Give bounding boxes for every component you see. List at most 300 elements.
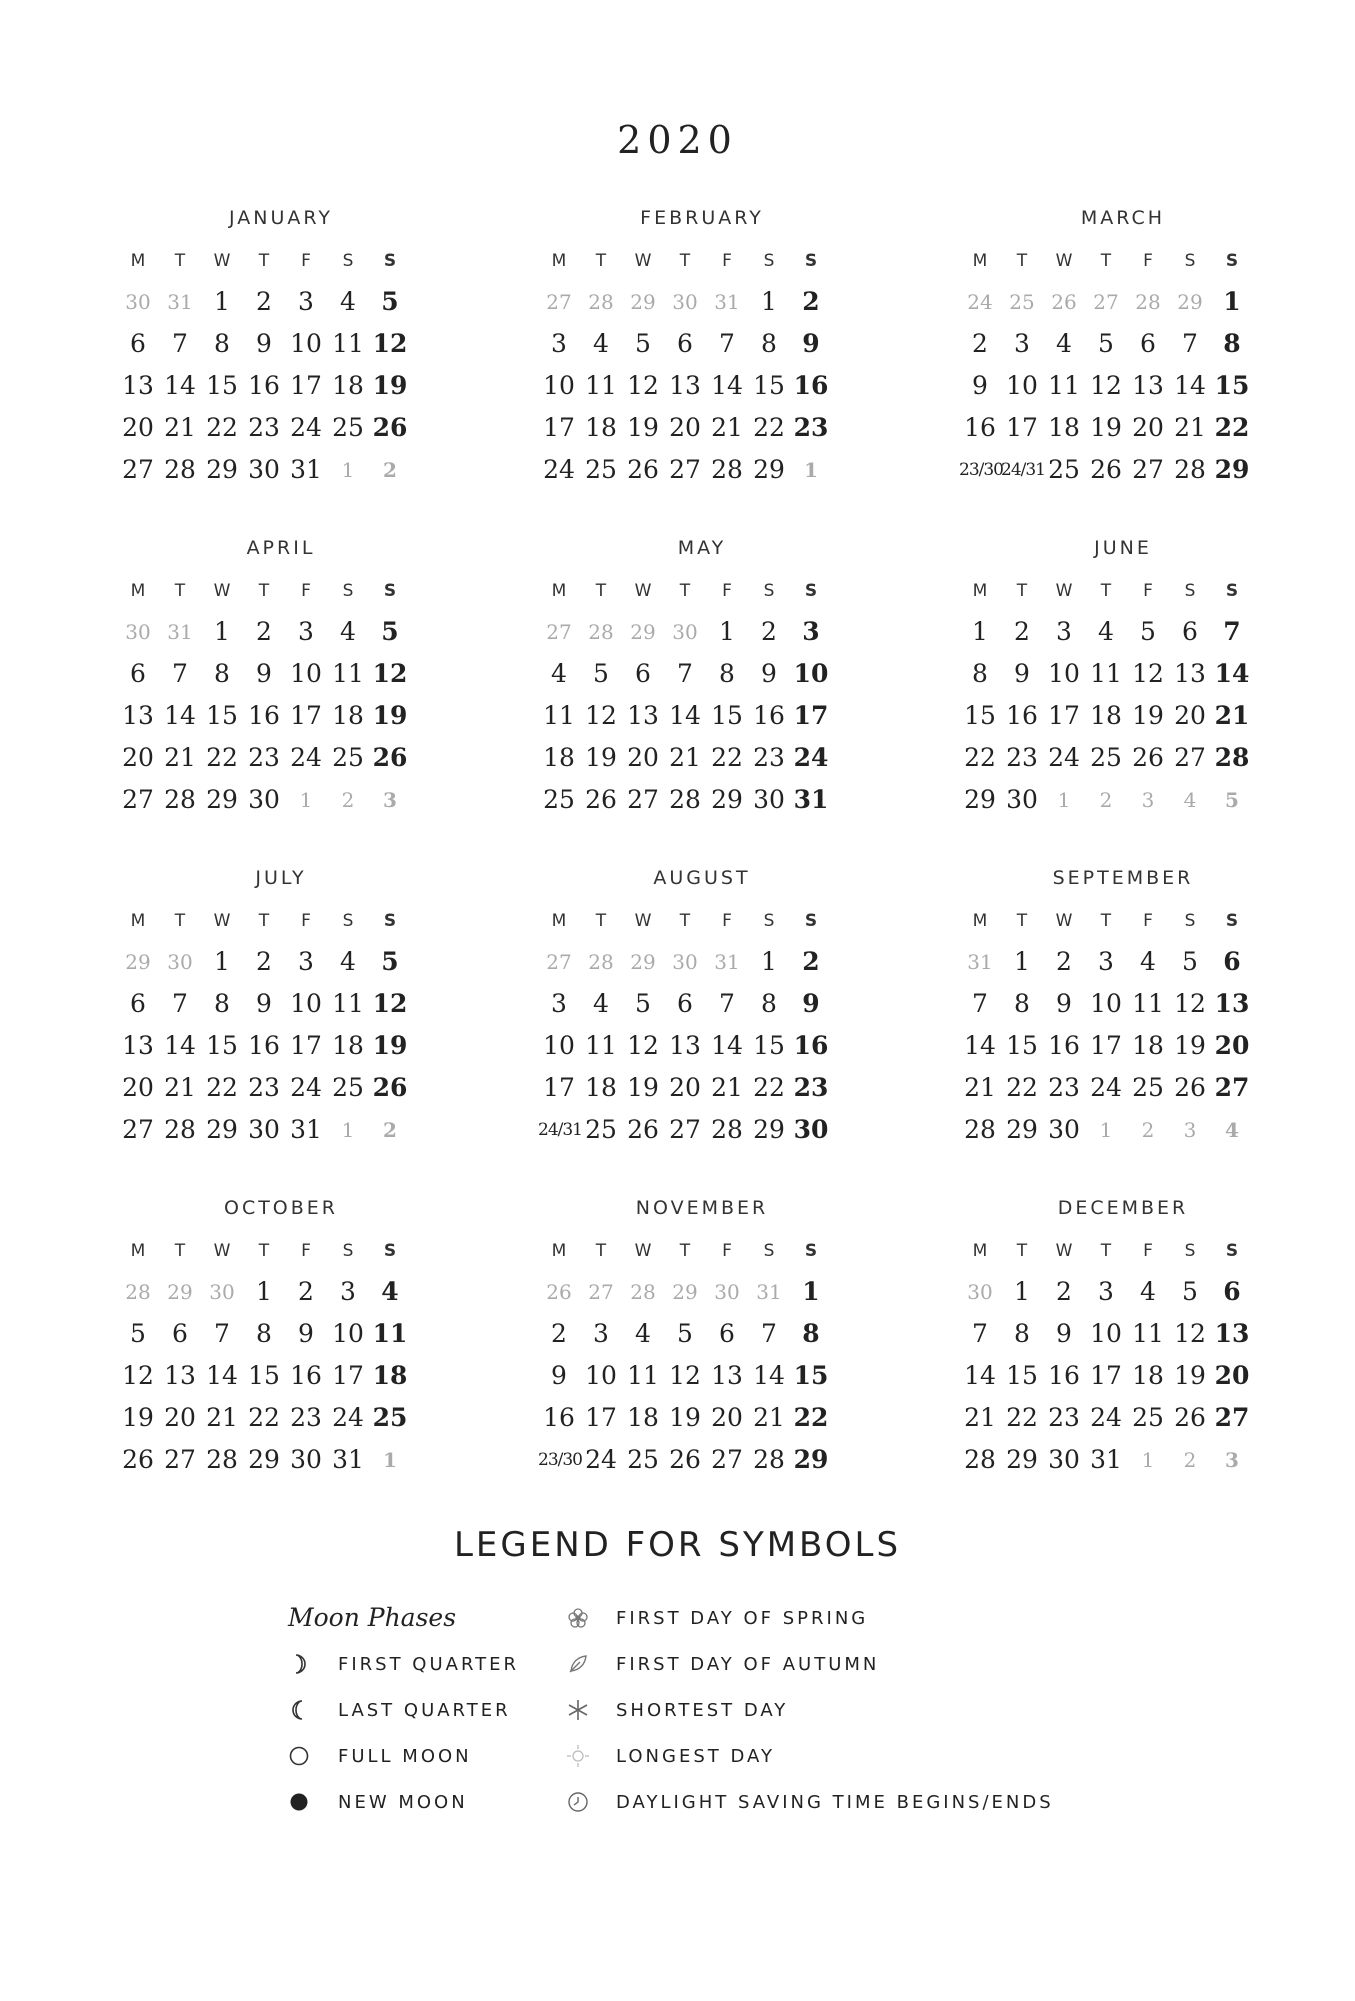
- day-cell: 28: [125, 1280, 151, 1304]
- day-cell: 29: [630, 950, 656, 974]
- weekday-header: S: [342, 1241, 354, 1261]
- day-cell: 20: [669, 1073, 701, 1102]
- legend-label: SHORTEST DAY: [616, 1699, 789, 1721]
- day-cell: 15: [1006, 1361, 1038, 1390]
- leaf-icon: [566, 1652, 616, 1676]
- day-cell: 27: [122, 785, 154, 814]
- day-cell: 29: [1214, 455, 1250, 484]
- day-cell: 17: [543, 413, 575, 442]
- day-cell: 28: [588, 620, 614, 644]
- weekday-header: F: [1143, 911, 1153, 931]
- day-cell: 25: [372, 1403, 408, 1432]
- day-cell: 11: [1132, 1319, 1164, 1348]
- day-cell: 17: [1048, 701, 1080, 730]
- day-cell: 24: [793, 743, 829, 772]
- day-cell: 26: [122, 1445, 154, 1474]
- day-cell: 1: [1099, 1118, 1113, 1142]
- day-cell: 11: [627, 1361, 659, 1390]
- day-cell: 27: [711, 1445, 743, 1474]
- day-cell: 2: [1056, 947, 1072, 976]
- month-name: OCTOBER: [223, 1197, 339, 1219]
- day-cell: 9: [256, 329, 272, 358]
- day-cell: 12: [627, 371, 659, 400]
- day-cell: 20: [627, 743, 659, 772]
- day-cell: 16: [1048, 1031, 1080, 1060]
- day-cell: 28: [588, 290, 614, 314]
- day-cell: 29: [167, 1280, 193, 1304]
- legend-label: FULL MOON: [338, 1745, 472, 1767]
- day-cell: 25: [1132, 1073, 1164, 1102]
- day-cell: 7: [172, 989, 188, 1018]
- day-cell: 31: [290, 455, 322, 484]
- weekday-header: W: [1055, 911, 1073, 931]
- day-cell: 22: [206, 743, 238, 772]
- month-name: FEBRUARY: [640, 207, 764, 229]
- day-cell: 29: [753, 455, 785, 484]
- weekday-header: M: [130, 1241, 146, 1261]
- day-cell: 15: [206, 701, 238, 730]
- weekday-header: W: [1055, 251, 1073, 271]
- weekday-header: T: [679, 581, 691, 601]
- month-name: JANUARY: [229, 207, 333, 229]
- weekday-header: S: [763, 1241, 775, 1261]
- day-cell: 20: [164, 1403, 196, 1432]
- day-cell: 3: [1141, 788, 1155, 812]
- day-cell: 5: [1225, 788, 1239, 812]
- day-cell: 3: [1225, 1448, 1239, 1472]
- day-cell: 14: [1214, 659, 1250, 688]
- weekday-header: S: [383, 1241, 397, 1261]
- day-cell: 10: [290, 989, 322, 1018]
- month-april: [113, 533, 449, 821]
- weekday-header: W: [213, 1241, 231, 1261]
- day-cell: 14: [164, 371, 196, 400]
- day-cell: 30: [125, 620, 151, 644]
- day-cell: 21: [164, 1073, 196, 1102]
- day-cell: 13: [1214, 1319, 1250, 1348]
- day-cell: 18: [332, 1031, 364, 1060]
- day-cell: 23/30: [538, 1450, 582, 1470]
- day-cell: 19: [1090, 413, 1122, 442]
- day-cell: 17: [290, 371, 322, 400]
- day-cell: 9: [761, 659, 777, 688]
- day-cell: 23: [290, 1403, 322, 1432]
- weekday-header: T: [258, 911, 270, 931]
- legend-item: [566, 1733, 1086, 1779]
- day-cell: 23: [1048, 1403, 1080, 1432]
- day-cell: 21: [753, 1403, 785, 1432]
- day-cell: 26: [1174, 1403, 1206, 1432]
- day-cell: 9: [1014, 659, 1030, 688]
- day-cell: 10: [1090, 989, 1122, 1018]
- weekday-header: T: [258, 251, 270, 271]
- day-cell: 27: [122, 1115, 154, 1144]
- weekday-header: T: [1016, 251, 1028, 271]
- day-cell: 13: [1132, 371, 1164, 400]
- legend-item: [566, 1687, 1086, 1733]
- day-cell: 2: [298, 1277, 314, 1306]
- weekday-header: M: [972, 581, 988, 601]
- legend-label: FIRST DAY OF SPRING: [616, 1607, 869, 1629]
- weekday-header: W: [634, 1241, 652, 1261]
- day-cell: 26: [669, 1445, 701, 1474]
- day-cell: 8: [214, 659, 230, 688]
- day-cell: 1: [214, 287, 230, 316]
- day-cell: 1: [383, 1448, 397, 1472]
- day-cell: 28: [711, 1115, 743, 1144]
- weekday-header: S: [383, 251, 397, 271]
- day-cell: 6: [130, 329, 146, 358]
- day-cell: 31: [756, 1280, 782, 1304]
- day-cell: 14: [711, 371, 743, 400]
- day-cell: 30: [248, 785, 280, 814]
- day-cell: 23: [248, 413, 280, 442]
- day-cell: 8: [1014, 989, 1030, 1018]
- day-cell: 29: [630, 290, 656, 314]
- day-cell: 24: [290, 1073, 322, 1102]
- day-cell: 15: [711, 701, 743, 730]
- day-cell: 16: [753, 701, 785, 730]
- day-cell: 23: [753, 743, 785, 772]
- day-cell: 10: [290, 329, 322, 358]
- month-grid: [538, 901, 870, 1151]
- day-cell: 8: [1223, 329, 1241, 358]
- day-cell: 2: [551, 1319, 567, 1348]
- weekday-header: F: [301, 581, 311, 601]
- day-cell: 24/31: [1001, 460, 1045, 480]
- clock-icon: [566, 1790, 616, 1814]
- day-cell: 7: [972, 989, 988, 1018]
- day-cell: 1: [804, 458, 818, 482]
- day-cell: 8: [214, 329, 230, 358]
- weekday-header: T: [1100, 251, 1112, 271]
- day-cell: 11: [372, 1319, 408, 1348]
- flower-icon: [566, 1606, 616, 1630]
- day-cell: 29: [711, 785, 743, 814]
- day-cell: 1: [1223, 287, 1241, 316]
- day-cell: 28: [206, 1445, 238, 1474]
- legend-title: LEGEND FOR SYMBOLS: [453, 1525, 902, 1565]
- month-august: [534, 863, 870, 1151]
- day-cell: 24: [290, 413, 322, 442]
- legend-label: FIRST QUARTER: [338, 1653, 520, 1675]
- day-cell: 26: [372, 413, 408, 442]
- day-cell: 20: [711, 1403, 743, 1432]
- day-cell: 19: [1132, 701, 1164, 730]
- sun-icon: [566, 1744, 616, 1768]
- day-cell: 31: [290, 1115, 322, 1144]
- day-cell: 3: [1014, 329, 1030, 358]
- weekday-header: S: [763, 581, 775, 601]
- day-cell: 3: [1183, 1118, 1197, 1142]
- day-cell: 6: [130, 659, 146, 688]
- day-cell: 16: [1048, 1361, 1080, 1390]
- weekday-header: T: [174, 911, 186, 931]
- day-cell: 29: [753, 1115, 785, 1144]
- day-cell: 28: [588, 950, 614, 974]
- day-cell: 13: [122, 1031, 154, 1060]
- day-cell: 22: [711, 743, 743, 772]
- day-cell: 6: [172, 1319, 188, 1348]
- month-november: [534, 1193, 870, 1481]
- month-name: AUGUST: [653, 867, 751, 889]
- legend-item: [566, 1779, 1086, 1825]
- weekday-header: F: [722, 1241, 732, 1261]
- day-cell: 28: [164, 1115, 196, 1144]
- month-february: [534, 203, 870, 491]
- day-cell: 20: [122, 413, 154, 442]
- day-cell: 14: [964, 1031, 996, 1060]
- weekday-header: T: [1016, 911, 1028, 931]
- day-cell: 6: [635, 659, 651, 688]
- day-cell: 25: [1048, 455, 1080, 484]
- day-cell: 19: [372, 1031, 408, 1060]
- day-cell: 2: [1056, 1277, 1072, 1306]
- moon-phases-heading: Moon Phases: [288, 1603, 457, 1632]
- day-cell: 11: [332, 329, 364, 358]
- weekday-header: S: [342, 581, 354, 601]
- day-cell: 19: [372, 371, 408, 400]
- day-cell: 1: [341, 458, 355, 482]
- weekday-header: T: [1100, 1241, 1112, 1261]
- day-cell: 23/30: [959, 460, 1003, 480]
- day-cell: 8: [256, 1319, 272, 1348]
- day-cell: 3: [298, 947, 314, 976]
- month-grid: [117, 1231, 449, 1481]
- weekday-header: F: [1143, 251, 1153, 271]
- day-cell: 28: [964, 1445, 996, 1474]
- weekday-header: S: [342, 911, 354, 931]
- day-cell: 26: [627, 1115, 659, 1144]
- day-cell: 8: [972, 659, 988, 688]
- day-cell: 25: [543, 785, 575, 814]
- day-cell: 27: [627, 785, 659, 814]
- month-january: [113, 203, 449, 491]
- moon-phases-column: [288, 1595, 558, 1825]
- day-cell: 25: [627, 1445, 659, 1474]
- day-cell: 22: [753, 1073, 785, 1102]
- day-cell: 12: [122, 1361, 154, 1390]
- day-cell: 22: [248, 1403, 280, 1432]
- day-cell: 30: [967, 1280, 993, 1304]
- day-cell: 31: [967, 950, 993, 974]
- day-cell: 10: [543, 371, 575, 400]
- weekday-header: T: [258, 1241, 270, 1261]
- day-cell: 8: [1014, 1319, 1030, 1348]
- legend-item: [288, 1641, 558, 1687]
- weekday-header: T: [1016, 1241, 1028, 1261]
- day-cell: 4: [1056, 329, 1072, 358]
- weekday-header: T: [595, 251, 607, 271]
- day-cell: 7: [214, 1319, 230, 1348]
- day-cell: 8: [214, 989, 230, 1018]
- day-cell: 21: [164, 413, 196, 442]
- day-cell: 31: [167, 290, 193, 314]
- day-cell: 18: [585, 413, 617, 442]
- day-cell: 7: [1182, 329, 1198, 358]
- weekday-header: S: [804, 251, 818, 271]
- day-cell: 16: [793, 371, 829, 400]
- day-cell: 8: [719, 659, 735, 688]
- day-cell: 12: [1174, 989, 1206, 1018]
- day-cell: 11: [585, 371, 617, 400]
- day-cell: 10: [1090, 1319, 1122, 1348]
- day-cell: 17: [543, 1073, 575, 1102]
- day-cell: 1: [972, 617, 988, 646]
- weekday-header: T: [679, 1241, 691, 1261]
- day-cell: 23: [1048, 1073, 1080, 1102]
- day-cell: 30: [209, 1280, 235, 1304]
- day-cell: 24: [332, 1403, 364, 1432]
- day-cell: 2: [256, 287, 272, 316]
- day-cell: 14: [164, 1031, 196, 1060]
- year-title: 2020: [617, 118, 738, 162]
- month-grid: [959, 1231, 1291, 1481]
- weekday-header: W: [1055, 1241, 1073, 1261]
- day-cell: 8: [761, 989, 777, 1018]
- day-cell: 27: [546, 950, 572, 974]
- day-cell: 3: [1098, 1277, 1114, 1306]
- weekday-header: S: [1184, 911, 1196, 931]
- day-cell: 19: [1174, 1361, 1206, 1390]
- weekday-header: W: [634, 911, 652, 931]
- day-cell: 21: [669, 743, 701, 772]
- day-cell: 4: [635, 1319, 651, 1348]
- weekday-header: S: [383, 911, 397, 931]
- day-cell: 17: [332, 1361, 364, 1390]
- day-cell: 5: [381, 947, 399, 976]
- day-cell: 4: [1183, 788, 1197, 812]
- weekday-header: F: [722, 581, 732, 601]
- day-cell: 24/31: [538, 1120, 582, 1140]
- day-cell: 13: [122, 371, 154, 400]
- legend-label: FIRST DAY OF AUTUMN: [616, 1653, 880, 1675]
- day-cell: 30: [753, 785, 785, 814]
- day-cell: 26: [546, 1280, 572, 1304]
- day-cell: 17: [290, 701, 322, 730]
- day-cell: 3: [340, 1277, 356, 1306]
- day-cell: 13: [122, 701, 154, 730]
- day-cell: 24: [967, 290, 993, 314]
- day-cell: 29: [1006, 1115, 1038, 1144]
- day-cell: 25: [585, 1115, 617, 1144]
- day-cell: 3: [298, 287, 314, 316]
- day-cell: 14: [1174, 371, 1206, 400]
- day-cell: 1: [256, 1277, 272, 1306]
- legend-item: [566, 1641, 1086, 1687]
- day-cell: 5: [677, 1319, 693, 1348]
- day-cell: 25: [1090, 743, 1122, 772]
- day-cell: 10: [585, 1361, 617, 1390]
- day-cell: 12: [585, 701, 617, 730]
- day-cell: 30: [672, 950, 698, 974]
- day-cell: 15: [206, 1031, 238, 1060]
- day-cell: 2: [802, 287, 820, 316]
- legend-item: [288, 1779, 558, 1825]
- day-cell: 1: [1014, 947, 1030, 976]
- day-cell: 18: [1048, 413, 1080, 442]
- day-cell: 27: [546, 620, 572, 644]
- last-quarter-icon: [288, 1699, 338, 1721]
- weekday-header: T: [1100, 581, 1112, 601]
- day-cell: 5: [1140, 617, 1156, 646]
- weekday-header: W: [213, 581, 231, 601]
- day-cell: 21: [1214, 701, 1250, 730]
- day-cell: 2: [341, 788, 355, 812]
- snowflake-icon: [566, 1698, 616, 1722]
- day-cell: 25: [332, 743, 364, 772]
- day-cell: 13: [164, 1361, 196, 1390]
- weekday-header: T: [1100, 911, 1112, 931]
- weekday-header: T: [258, 581, 270, 601]
- weekday-header: S: [383, 581, 397, 601]
- day-cell: 30: [1006, 785, 1038, 814]
- day-cell: 29: [206, 455, 238, 484]
- weekday-header: M: [130, 581, 146, 601]
- day-cell: 1: [1141, 1448, 1155, 1472]
- weekday-header: M: [130, 911, 146, 931]
- weekday-header: F: [1143, 1241, 1153, 1261]
- day-cell: 27: [1132, 455, 1164, 484]
- legend-label: NEW MOON: [338, 1791, 468, 1813]
- day-cell: 30: [248, 455, 280, 484]
- day-cell: 1: [802, 1277, 820, 1306]
- day-cell: 16: [248, 371, 280, 400]
- day-cell: 27: [588, 1280, 614, 1304]
- day-cell: 25: [1009, 290, 1035, 314]
- day-cell: 1: [719, 617, 735, 646]
- day-cell: 20: [1214, 1361, 1250, 1390]
- month-grid: [117, 571, 449, 821]
- month-name: MARCH: [1080, 207, 1166, 229]
- weekday-header: T: [1016, 581, 1028, 601]
- weekday-header: T: [174, 251, 186, 271]
- day-cell: 2: [256, 947, 272, 976]
- day-cell: 30: [1048, 1115, 1080, 1144]
- day-cell: 26: [1090, 455, 1122, 484]
- day-cell: 20: [122, 1073, 154, 1102]
- legend-label: LAST QUARTER: [338, 1699, 511, 1721]
- day-cell: 7: [972, 1319, 988, 1348]
- day-cell: 21: [1174, 413, 1206, 442]
- month-grid: [117, 241, 449, 491]
- weekday-header: W: [1055, 581, 1073, 601]
- day-cell: 6: [1223, 947, 1241, 976]
- weekday-header: T: [595, 581, 607, 601]
- day-cell: 18: [585, 1073, 617, 1102]
- day-cell: 25: [1132, 1403, 1164, 1432]
- day-cell: 14: [964, 1361, 996, 1390]
- day-cell: 20: [1174, 701, 1206, 730]
- day-cell: 13: [711, 1361, 743, 1390]
- weekday-header: W: [634, 251, 652, 271]
- day-cell: 22: [1006, 1073, 1038, 1102]
- day-cell: 30: [1048, 1445, 1080, 1474]
- weekday-header: F: [722, 251, 732, 271]
- day-cell: 5: [381, 287, 399, 316]
- day-cell: 28: [753, 1445, 785, 1474]
- day-cell: 26: [585, 785, 617, 814]
- weekday-header: T: [595, 1241, 607, 1261]
- day-cell: 27: [1093, 290, 1119, 314]
- day-cell: 1: [761, 947, 777, 976]
- day-cell: 3: [802, 617, 820, 646]
- day-cell: 2: [972, 329, 988, 358]
- day-cell: 28: [1174, 455, 1206, 484]
- weekday-header: F: [301, 911, 311, 931]
- day-cell: 20: [669, 413, 701, 442]
- day-cell: 29: [964, 785, 996, 814]
